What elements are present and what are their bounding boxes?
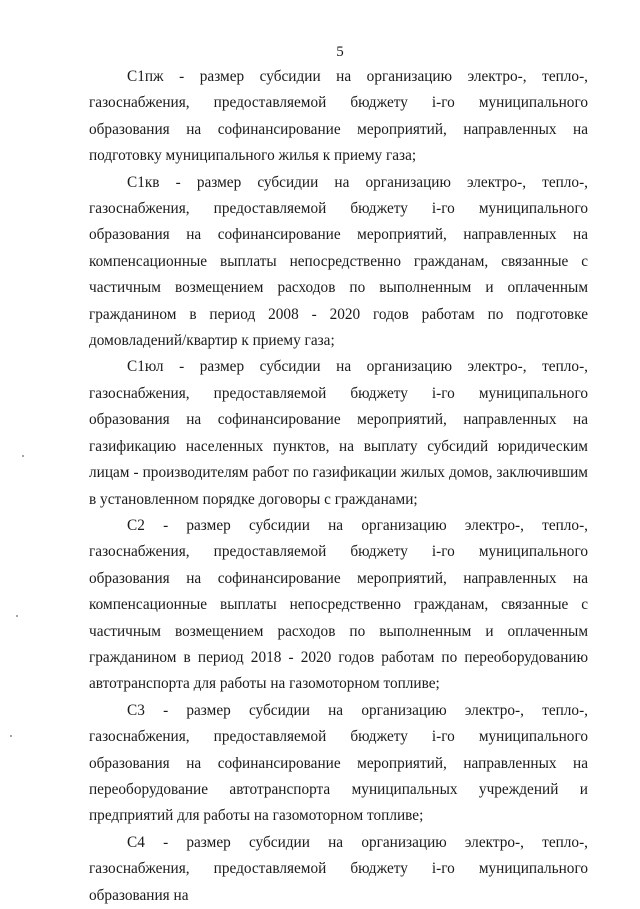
paragraph-c3: С3 - размер субсидии на организацию электро-, тепло-, газоснабжения, предоставляемой бюджету i-го муниципального образования на софинансирование мероприятий, направленных на переоборудование автотранспорта муниципальных учреждений и предприятий для работы на газомоторном топливе; xyxy=(89,701,588,825)
paragraph-c4: С4 - размер субсидии на организацию электро-, тепло-, газоснабжения, предоставляемой бюджету i-го муниципального образования на xyxy=(89,833,588,904)
document-body xyxy=(89,64,588,909)
scan-speck xyxy=(22,455,24,457)
paragraph-c1yul: С1юл - размер субсидии на организацию электро-, тепло-, газоснабжения, предоставляемой бюджету i-го муниципального образования на софинансирование мероприятий, направленных на газификацию населенных пунктов, на выплату субсидий юридическим лицам - производителям работ по газификации жилых домов, заключившим в установленном порядке договоры с гражданами; xyxy=(89,358,588,508)
scan-speck xyxy=(10,735,12,737)
paragraph-c2: С2 - размер субсидии на организацию электро-, тепло-, газоснабжения, предоставляемой бюджету i-го муниципального образования на софинансирование мероприятий, направленных на компенсационные выплаты непосредственно гражданам, связанные с частичным возмещением расходов по выполненным и оплаченным гражданином в период 2018 - 2020 годов работам по переоборудованию автотранспорта для работы на газомоторном топливе; xyxy=(89,516,588,693)
paragraph-c1kv: С1кв - размер субсидии на организацию электро-, тепло-, газоснабжения, предоставляемой бюджету i-го муниципального образования на софинансирование мероприятий, направленных на компенсационные выплаты непосредственно гражданам, связанные с частичным возмещением расходов по выполненным и оплаченным гражданином в период 2008 - 2020 годов работам по подготовке домовладений/квартир к приему газа; xyxy=(89,173,588,350)
scan-speck xyxy=(16,615,18,617)
page-number: 5 xyxy=(336,44,344,60)
paragraph-c1pzh: С1пж - размер субсидии на организацию электро-, тепло-, газоснабжения, предоставляемой бюджету i-го муниципального образования на софинансирование мероприятий, направленных на подготовку муниципального жилья к приему газа; xyxy=(89,68,588,165)
